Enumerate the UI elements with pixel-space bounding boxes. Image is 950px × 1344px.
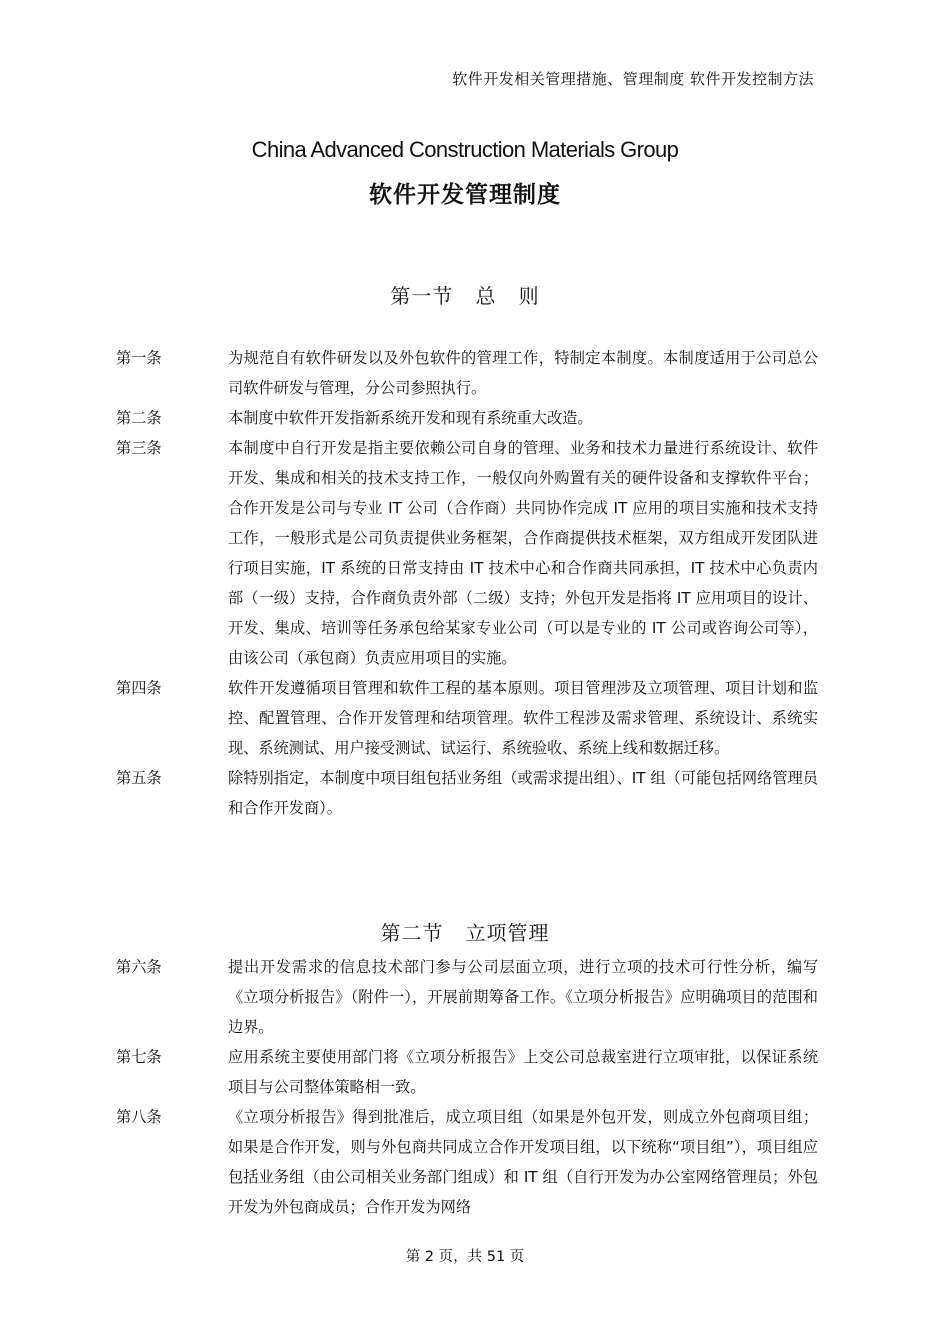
article-text: 软件开发遵循项目管理和软件工程的基本原则。项目管理涉及立项管理、项目计划和监控、配置管理、合作开发管理和结项管理。软件工程涉及需求管理、系统设计、系统实现、系统测试、用户接受测试、试运行、系统验收、系统上线和数据迁移。 <box>228 679 818 757</box>
article <box>116 673 818 763</box>
article-label: 第八条 <box>116 1108 162 1126</box>
article-text: 应用系统主要使用部门将《立项分析报告》上交公司总裁室进行立项审批，以保证系统项目与公司整体策略相一致。 <box>228 1048 818 1096</box>
article-text: 本制度中自行开发是指主要依赖公司自身的管理、业务和技术力量进行系统设计、软件开发、集成和相关的技术支持工作，一般仅向外购置有关的硬件设备和支撑软件平台；合作开发是公司与专业 IT 公司（合作商）共同协作完成 IT 应用的项目实施和技术支持工作，一般形式是公司负责提供业务框架，合作商提供技术框架，双方组成开发团队进行项目实施，IT 系统的日常支持由 IT 技术中心和合作商共同承担，IT 技术中心负责内部（一级）支持，合作商负责外部（二级）支持；外包开发是指将 IT 应用项目的设计、开发、集成、培训等任务承包给某家专业公司（可以是专业的 IT 公司或咨询公司等），由该公司（承包商）负责应用项目的实施。 <box>228 439 818 667</box>
article-text: 本制度中软件开发指新系统开发和现有系统重大改造。 <box>228 409 593 427</box>
article <box>116 763 818 823</box>
article-label: 第三条 <box>116 439 162 457</box>
article-label: 第四条 <box>116 679 162 697</box>
section-title: 第一节 总 则 <box>390 284 540 308</box>
article-label: 第七条 <box>116 1048 162 1066</box>
article <box>116 1102 818 1222</box>
article <box>116 403 818 433</box>
section-1-articles <box>116 343 818 823</box>
section-2-articles <box>116 952 818 1222</box>
article <box>116 1042 818 1102</box>
company-name: China Advanced Construction Materials Group <box>251 137 679 162</box>
article-label: 第六条 <box>116 958 162 976</box>
article-text: 《立项分析报告》得到批准后，成立项目组（如果是外包开发，则成立外包商项目组；如果是合作开发，则与外包商共同成立合作开发项目组，以下统称“项目组”），项目组应包括业务组（由公司相关业务部门组成）和 IT 组（自行开发为办公室网络管理员；外包开发为外包商成员；合作开发为网络 <box>228 1108 818 1216</box>
article <box>116 952 818 1042</box>
running-header: 软件开发相关管理措施、管理制度 软件开发控制方法 <box>452 70 814 88</box>
article <box>116 343 818 403</box>
article <box>116 433 818 673</box>
article-text: 为规范自有软件研发以及外包软件的管理工作，特制定本制度。本制度适用于公司总公司软件研发与管理，分公司参照执行。 <box>228 349 818 397</box>
article-label: 第五条 <box>116 769 162 787</box>
article-label: 第二条 <box>116 409 162 427</box>
article-text: 提出开发需求的信息技术部门参与公司层面立项，进行立项的技术可行性分析，编写《立项分析报告》（附件一），开展前期筹备工作。《立项分析报告》应明确项目的范围和边界。 <box>228 958 818 1036</box>
section-title: 第二节 立项管理 <box>380 921 550 945</box>
page-footer: 第 2 页，共 51 页 <box>405 1249 525 1265</box>
article-label: 第一条 <box>116 349 162 367</box>
article-text: 除特别指定，本制度中项目组包括业务组（或需求提出组）、IT 组（可能包括网络管理员和合作开发商）。 <box>228 769 818 817</box>
document-title: 软件开发管理制度 <box>369 182 561 208</box>
